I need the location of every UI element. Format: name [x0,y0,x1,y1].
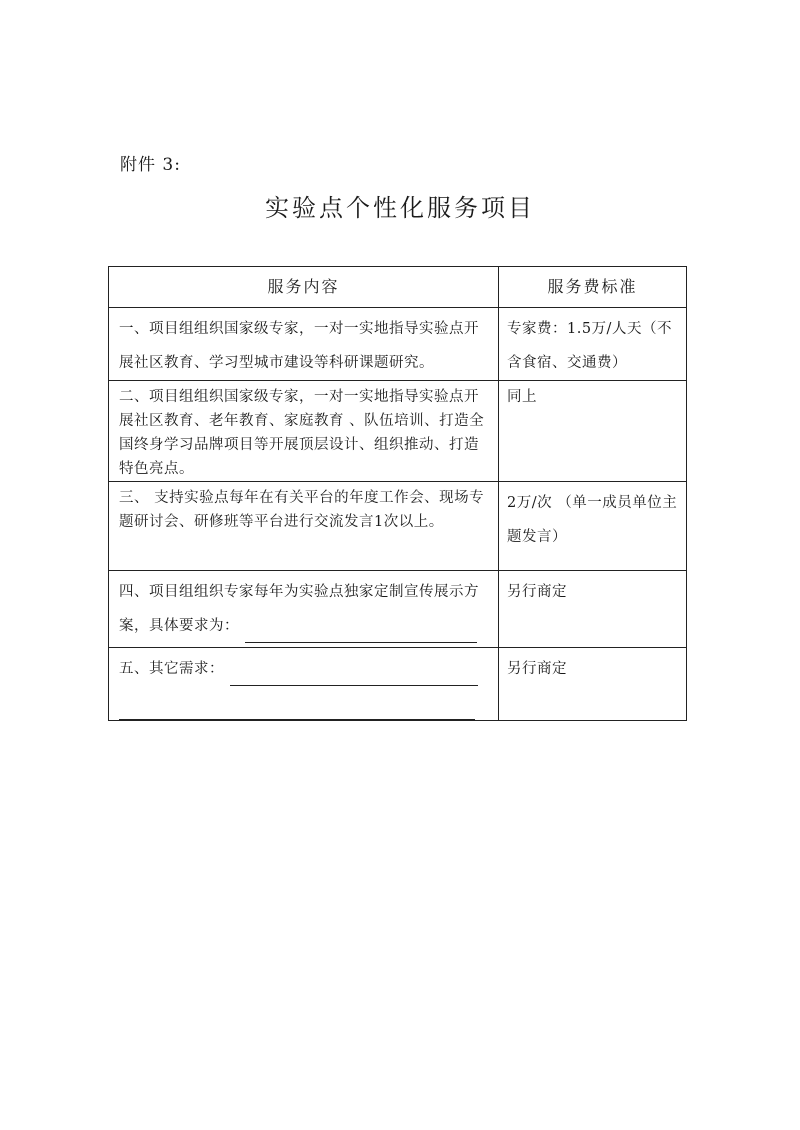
table-row [109,308,687,381]
service-content-cell [109,381,499,482]
service-content-text: 二、项目组组织国家级专家，一对一实地指导实验点开展社区教育、老年教育、家庭教育 、队伍培训、打造全国终身学习品牌项目等开展顶层设计、组织推动、打造特色亮点。 [119,389,485,477]
service-content-cell [109,482,499,571]
service-content-cell [109,308,499,381]
service-content-text: 一、项目组组织国家级专家，一对一实地指导实验点开展社区教育、学习型城市建设等科研课题研究。 [119,321,479,371]
document-title: 实验点个性化服务项目 [265,194,535,222]
service-content-text: 五、其它需求： [119,661,224,677]
fill-in-blank-line[interactable] [245,624,477,643]
fee-text: 另行商定 [507,584,567,600]
table-row [109,381,687,482]
table-row [109,648,687,721]
fee-text: 2万/次 （单一成员单位主题发言） [507,495,678,545]
service-content-cell [109,571,499,648]
table-row [109,482,687,571]
table-header-row [109,267,687,308]
fee-cell [499,381,687,482]
fee-text: 专家费：1.5万/人天（不含食宿、交通费） [507,321,672,371]
fill-in-blank-line[interactable] [119,701,475,720]
services-table [108,266,687,721]
table-row [109,571,687,648]
header-service-content: 服务内容 [109,267,499,308]
fee-cell [499,571,687,648]
service-content-text: 三、 支持实验点每年在有关平台的年度工作会、现场专题研讨会、研修班等平台进行交流发言1次以上。 [119,490,485,530]
service-content-cell [109,648,499,721]
attachment-label: 附件 3: [120,155,181,175]
service-content-text: 四、项目组组织专家每年为实验点独家定制宣传展示方案，具体要求为： [119,584,479,634]
fee-text: 另行商定 [507,661,567,677]
fee-text: 同上 [507,389,537,405]
fee-cell [499,308,687,381]
fill-in-blank-line[interactable] [230,667,478,686]
fee-cell [499,482,687,571]
fee-cell [499,648,687,721]
header-fee-standard: 服务费标准 [499,267,687,308]
